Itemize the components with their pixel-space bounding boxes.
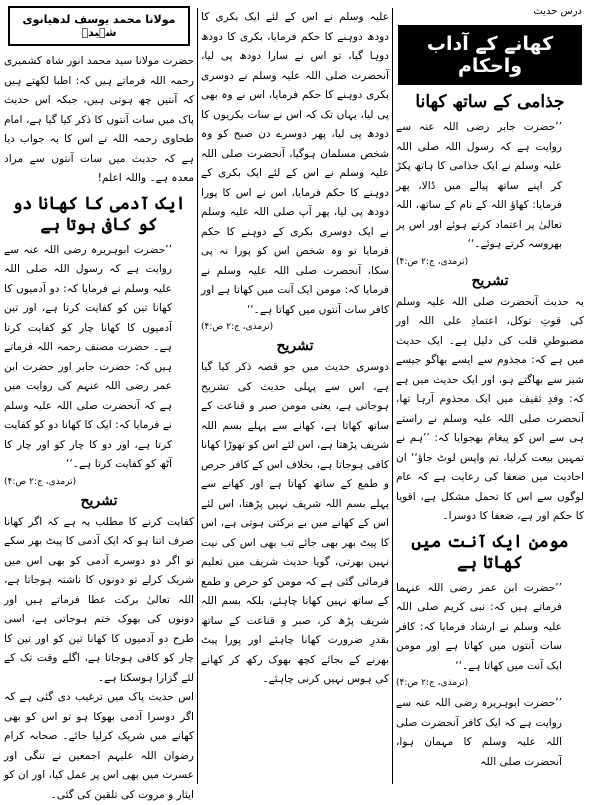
- right-column: [396, 0, 584, 772]
- hadith-abu-hurairah-food: ’’حضرت ابوہریرہ رضی اللہ عنہ سے روایت ہے کہ رسول اللہ صلی اللہ علیہ وسلم نے فرمایا کہ: دو آدمیوں کا کھانا تین کو کفایت کرتا ہے، اور تین آدمیوں کا کھانا چار کو کفایت کرتا ہے۔ حضرت مصنف رحمہ اللہ فرماتے ہیں کہ: حضرت جابر اور حضرت ابن عمر رضی اللہ عنہم کی روایت میں ہے کہ آنحضرت صلی اللہ علیہ وسلم نے فرمایا کہ: ایک کا کھانا دو کو کفایت کرتا ہے، اور دو کا چار کو اور چار کا آٹھ کو کفایت کرتا ہے۔‘‘: [4, 243, 172, 470]
- hadith-jabir: ’’حضرت جابر رضی اللہ عنہ سے روایت ہے کہ رسول اللہ صلی اللہ علیہ وسلم نے ایک جذامی کا ہاتھ پکڑ کر اپنے ساتھ پیالے میں ڈالا، پھر فرمایا: کھاؤ اللہ کے نام کے ساتھ، اللہ تعالیٰ پر اعتماد کرتے ہوئے اور اس پر بھروسہ کرتے ہوئے۔‘‘: [396, 121, 562, 250]
- heading-one-intestine: مومن ایک آنت میں کھاتا ہے: [411, 531, 569, 573]
- heading-food-of-one: ایک آدمی کا کھانا دو کو کافی ہوتا ہے: [12, 193, 186, 235]
- note-anwar-shah: حضرت مولانا سید محمد انور شاہ کشمیری رحمہ اللہ فرماتے ہیں کہ: اطبا لکھتے ہیں کہ آنتیں چھ ہوتی ہیں، جبکہ اس حدیث پاک میں سات آنتوں کا ذکر کیا گیا ہے، امام طحاوی رحمہ اللہ نے اس کا یہ جواب دیا ہے کہ حدیث میں سات آنتوں سے مراد معدہ ہے۔ واللہ اعلم!: [4, 55, 194, 184]
- explanation-kifayat: کفایت کرنے کا مطلب یہ ہے کہ اگر کھانا صرف اتنا ہو کہ ایک آدمی کا پیٹ بھر سکے تو اگر دو دوسرے آدمی کو بھی اس میں شریک کرلے تو دونوں کا ناشتہ ہوجاتا ہے، اللہ تعالیٰ برکت عطا فرماتے ہیں اور دونوں کی بھوک ختم ہوجاتی ہے، اسی طرح دو آدمیوں کا کھانا تین کو اور تین کا چار کو کافی ہوجاتا ہے، اگلے وقت تک کے لئے گزارا ہوسکتا ہے۔: [4, 515, 194, 684]
- heading-tashreeh-2: تشریح: [276, 338, 314, 354]
- left-column: [4, 0, 194, 805]
- heading-tashreeh-3: تشریح: [80, 492, 118, 509]
- explanation-targheeb: اس حدیث پاک میں ترغیب دی گئی ہے کہ اگر دوسرا آدمی بھوکا ہو تو اس کو بھی کھانے میں شریک کرلیا جائے۔ صحابہ کرام رضوان اللہ علیہم اجمعین نے تنگی اور عسرت میں بھی اس پر عمل کیا، اور ان کو ایثار و مروت کی تلقین کی گئی۔: [4, 691, 194, 801]
- reference-tirmidhi-3: (ترمذی، ج:۲ ص:۴): [201, 322, 274, 332]
- author-box: مولانا محمد یوسف لدھیانوی شہیدؒ: [8, 6, 190, 46]
- column-divider-left: [197, 8, 198, 784]
- reference-tirmidhi-4: (ترمذی، ج:۲ ص:۴): [4, 476, 77, 487]
- explanation-tawakkul: یہ حدیث آنحضرت صلی اللہ علیہ وسلم کی قوتِ توکل، اعتمادِ علی اللہ اور مضبوطیِ قلب کی دلیل ہے۔ ایک حدیث میں ہے کہ: مجذوم سے ایسے بھاگو جیسے شیر سے بھاگتے ہو، اور ایک حدیث میں ہے کہ: وفدِ ثقیف میں ایک مجذوم آرہا تھا، آنحضرت صلی اللہ علیہ وسلم نے راستے ہی سے اس کو پیغام بھجوایا کہ: ’’ہم نے تمہیں بیعت کرلیا، تم واپس لوٹ جاؤ‘‘ ان احادیث میں ضعفا کی رعایت ہے کہ عام لوگوں سے اس کا تحمل مشکل ہے، اقویا کا حکم اور ہے، ضعفا کا دوسرا۔: [396, 295, 584, 522]
- hadith-ibn-umar: ’’حضرت ابن عمر رضی اللہ عنہما فرماتے ہیں کہ: نبی کریم صلی اللہ علیہ وسلم نے ارشاد فرمایا کہ: کافر سات آنتوں میں کھاتا ہے اور مومن ایک آنت میں کھاتا ہے۔‘‘: [396, 581, 562, 672]
- article-title-banner: کھانے کے آداب واحکام: [398, 25, 582, 85]
- section-label: درس حدیث: [533, 6, 582, 17]
- middle-column: [201, 0, 389, 690]
- explanation-qanaat: دوسری حدیث میں جو قصہ ذکر کیا گیا ہے، اس سے پہلی حدیث کی تشریح ہوجاتی ہے، یعنی مومن صبر و قناعت کے ساتھ کھاتا ہے، کھانے سے پہلے بسم اللہ شریف پڑھتا ہے، اس لئے اس کو تھوڑا کھانا کافی ہوجاتا ہے، بخلاف اس کے کافر حرص و طمع کے ساتھ کھاتا ہے اور کھانے سے پہلے بسم اللہ شریف نہیں پڑھتا، اس لئے اس کے کھانے میں بے برکتی ہوتی ہے، اس کا پیٹ بھر بھی جائے تب بھی اس کی نیت نہیں بھرتی، گویا حدیث شریف میں تعلیم فرمائی گئی ہے کہ مومن کو حرص و طمع کے ساتھ نہیں کھانا چاہئے، بلکہ بسم اللہ شریف پڑھ کر، صبر و قناعت کے ساتھ بقدرِ ضرورت کھانا چاہئے اور پورا پیٹ بھرنے کے بجائے کچھ بھوک رکھ کر کھانے کی ہوس نہیں کرنی چاہئے۔: [201, 361, 389, 685]
- hadith-abu-hurairah-guest: ’’حضرت ابوہریرہ رضی اللہ عنہ سے روایت ہے کہ ایک کافر آنحضرت صلی اللہ علیہ وسلم کا مہمان ہوا، آنحضرت صلی اللہ: [396, 697, 562, 768]
- heading-leper-eating: جذامی کے ساتھ کھانا: [415, 92, 565, 112]
- reference-tirmidhi-2: (ترمذی، ج:۲ ص:۴): [396, 678, 469, 688]
- hadith-guest-continued: علیہ وسلم نے اس کے لئے ایک بکری کا دودھ دوہنے کا حکم فرمایا، بکری کا دودھ دوہا گیا، تو اس نے سارا دودھ پی لیا، آنحضرت صلی اللہ علیہ وسلم نے دوسری بکری دوہنے کا حکم فرمایا، اس نے وہ بھی پی لیا، یہاں تک کہ اس نے سات بکریوں کا دودھ پی لیا، پھر دوسرے دن صبح کو وہ شخص مسلمان ہوگیا، آنحضرت صلی اللہ علیہ وسلم نے اس کے لئے ایک بکری کے دوہنے کا حکم فرمایا، اس نے اس کا پورا دودھ پی لیا، پھر آپ صلی اللہ علیہ وسلم نے ایک دوسری بکری کے دوہنے کا حکم فرمایا تو وہ شخص اس کو پورا نہ پی سکا، آنحضرت صلی اللہ علیہ وسلم نے فرمایا کہ: مومن ایک آنت میں کھاتا ہے اور کافر سات آنتوں میں کھاتا ہے۔‘‘: [201, 11, 389, 316]
- heading-tashreeh-1: تشریح: [471, 272, 509, 289]
- reference-tirmidhi-1: (ترمذی، ج:۲ ص:۴): [396, 256, 469, 267]
- column-divider-right: [392, 8, 393, 784]
